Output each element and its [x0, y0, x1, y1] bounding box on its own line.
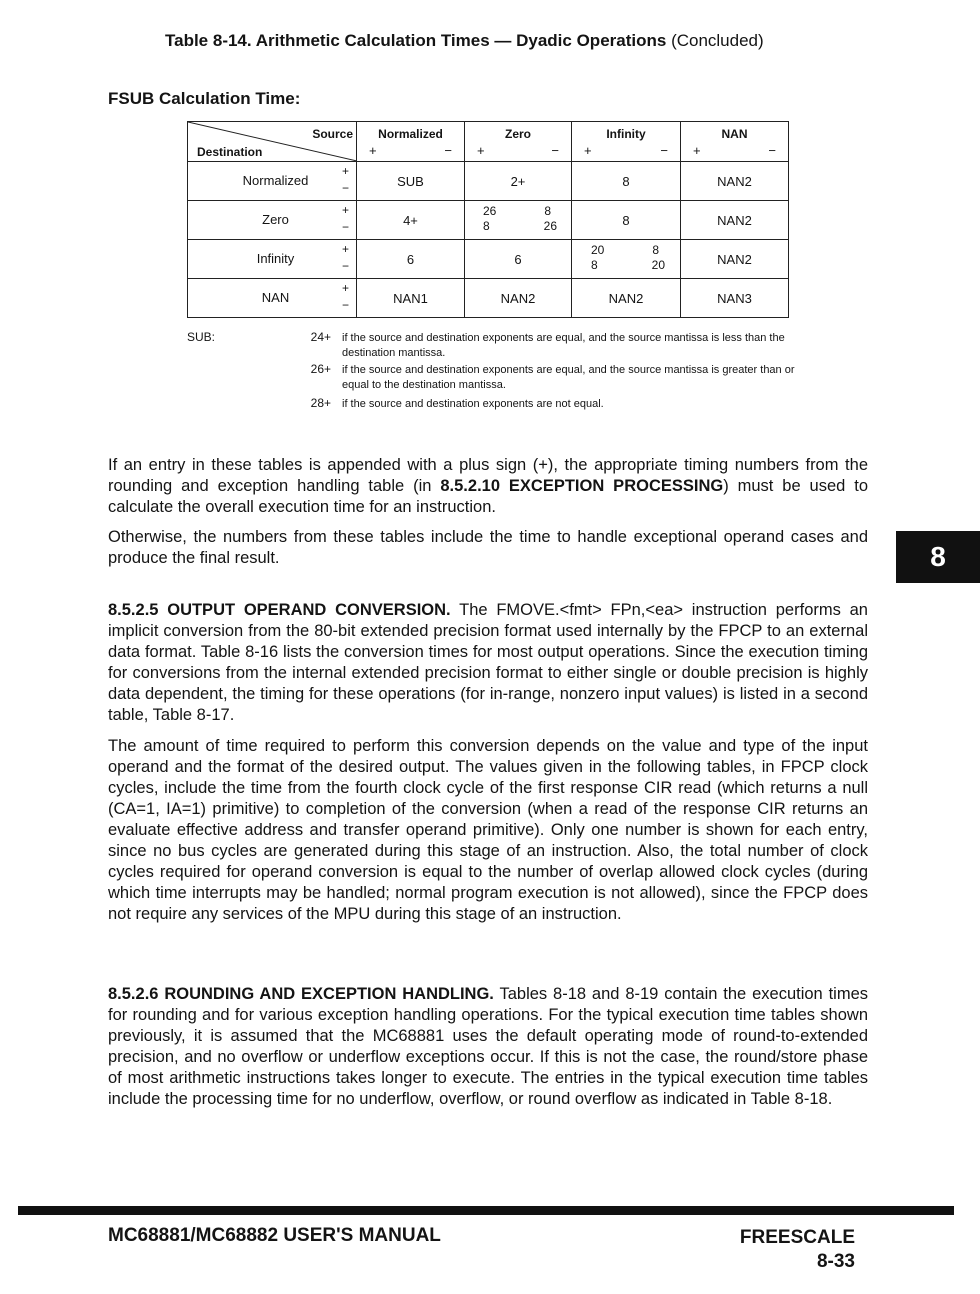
paragraph-conversion-time: The amount of time required to perform this conversion depends on the value and type of the input operand and the format of the desired output. The values given in the following tables, in FPCP clock cycles, include the time from the fourth clock cycle of the first response CIR read (which returns a null (CA=1, IA=1) primitive) to completion of the conversion (when a read of the response CIR returns an evaluate effective address and transfer operand primitive). Only one number is shown for each entry, since no bus cycles are generated during this stage of an instruction. Also, the total number of clock cycles required for operand conversion is equal to the number of overlap allowed clock cycles (during which time interrupts may be handled; normal program execution is not allowed), since the FPCP does not require any services of the MPU during this stage of an instruction. [108, 737, 868, 923]
table-cell: NAN2 [681, 162, 789, 201]
section-heading: 8.5.2.5 OUTPUT OPERAND CONVERSION. [108, 601, 451, 619]
paragraph-otherwise: Otherwise, the numbers from these tables include the time to handle exceptional operand cases and produce the final result. [108, 528, 868, 567]
column-name: Infinity [606, 126, 646, 141]
table-cell: 8 [572, 162, 681, 201]
table-cell: 8 [572, 201, 681, 240]
row-header [188, 279, 357, 318]
row-header [188, 162, 357, 201]
minus-sign: − [444, 142, 452, 158]
pair-value: 20 [591, 242, 605, 257]
cross-reference: 8.5.2.10 EXCEPTION PROCESSING [440, 477, 724, 495]
note-text: if the source and destination exponents are equal, and the source mantissa is less than the destination mantissa. [342, 332, 785, 359]
table-row-nan [188, 279, 789, 318]
table-cell: NAN3 [681, 279, 789, 318]
column-name: NAN [721, 126, 748, 141]
corner-cell [188, 122, 357, 162]
column-header-infinity [572, 122, 681, 162]
footer-right [700, 1226, 855, 1274]
table-title-suffix: (Concluded) [671, 31, 764, 50]
column-header-nan [681, 122, 789, 162]
table-cell: NAN2 [681, 201, 789, 240]
table-cell: 4+ [357, 201, 465, 240]
column-header-zero [465, 122, 572, 162]
corner-destination-label: Destination [197, 145, 263, 159]
paragraph-text: ) must be used to calculate the overall execution time for an instruction. [108, 477, 869, 516]
plus-sign: + [584, 142, 592, 158]
section-rounding-exception [108, 984, 868, 1110]
row-signs [342, 241, 349, 275]
table-cell: NAN2 [572, 279, 681, 318]
minus-sign: − [660, 142, 668, 158]
pair-value: 26 [543, 218, 557, 233]
column-name: Normalized [378, 126, 443, 141]
pair-value: 20 [651, 257, 665, 272]
minus-sign: − [551, 142, 559, 158]
fsub-timing-table [187, 121, 789, 318]
pair-value: 8 [652, 242, 659, 257]
diagonal-pair [479, 204, 557, 234]
page-number: 8-33 [816, 1251, 855, 1272]
paragraph-plus-sign [108, 455, 868, 518]
pair-value: 8 [483, 218, 490, 233]
note-text: if the source and destination exponents are equal, and the source mantissa is greater than or equal to the destination mantissa. [342, 364, 795, 391]
row-signs [342, 202, 349, 236]
table-title [165, 31, 865, 51]
column-header-normalized [357, 122, 465, 162]
table-cell: NAN2 [465, 279, 572, 318]
pair-value: 8 [591, 257, 598, 272]
plus-sign: + [693, 142, 701, 158]
table-cell-pair [572, 240, 681, 279]
paragraph-text: Tables 8-18 and 8-19 contain the execution times for rounding and for various exception handling operations. For the typical execution time tables shown previously, it is assumed that the MC68881 uses the default operating mode of round-to-extended precision, and no overflow or underflow exceptions occur. If this is not the case, the round/store phase of most arithmetic instructions takes longer to execute. The entries in the typical execution time tables include the processing time for no underflow, overflow, or round overflow as indicated in Table 8-18. [108, 985, 869, 1108]
section-heading: 8.5.2.6 ROUNDING AND EXCEPTION HANDLING. [108, 985, 494, 1003]
table-cell: 2+ [465, 162, 572, 201]
note-code: 28+ [310, 396, 331, 410]
row-header [188, 201, 357, 240]
footer-manual-title: MC68881/MC68882 USER'S MANUAL [108, 1225, 441, 1246]
minus-sign: − [341, 298, 349, 312]
diagonal-pair [587, 243, 665, 273]
plus-sign: + [341, 281, 349, 295]
row-signs [342, 163, 349, 197]
table-title-main: Table 8-14. Arithmetic Calculation Times — Dyadic Operations [165, 31, 667, 50]
plus-sign: + [369, 142, 377, 158]
section-title: FSUB Calculation Time: [108, 89, 301, 108]
pair-value: 8 [544, 203, 551, 218]
plus-sign: + [341, 203, 349, 217]
row-label: NAN [261, 290, 290, 305]
note-code: 26+ [310, 362, 331, 376]
section-output-operand-conversion [108, 600, 868, 726]
table-cell: NAN2 [681, 240, 789, 279]
paragraph-text: The FMOVE.<fmt> FPn,<ea> instruction performs an implicit conversion from the 80-bit extended precision format used internally by the FPCP to an external data format. Table 8-16 lists the conversion times for most output operations. Since the execution timing for conversions from the internal extended precision format to either single or double precision is highly data dependent, the timing for these operations (for in-range, nonzero input values) is listed in a second table, Table 8-17. [108, 601, 868, 724]
minus-sign: − [341, 220, 349, 234]
note-code: 24+ [310, 330, 331, 344]
plus-sign: + [341, 242, 349, 256]
table-row-infinity [188, 240, 789, 279]
pair-value: 26 [483, 203, 497, 218]
footer-brand: FREESCALE [739, 1227, 855, 1248]
table-row-zero [188, 201, 789, 240]
table-cell: NAN1 [357, 279, 465, 318]
row-signs [342, 280, 349, 314]
table-cell-pair [465, 201, 572, 240]
plus-sign: + [477, 142, 485, 158]
row-header [188, 240, 357, 279]
paragraph-text: If an entry in these tables is appended with a plus sign (+), the appropriate timing numbers from the rounding and exception handling table (in [108, 456, 868, 495]
footer-rule [18, 1206, 954, 1215]
table-cell: 6 [465, 240, 572, 279]
row-label: Normalized [242, 173, 309, 188]
table-cell: 6 [357, 240, 465, 279]
row-label: Infinity [256, 251, 295, 266]
corner-source-label: Source [312, 127, 353, 141]
table-header-row [188, 122, 789, 162]
chapter-tab: 8 [896, 531, 980, 583]
row-label: Zero [262, 212, 289, 227]
plus-sign: + [341, 164, 349, 178]
minus-sign: − [341, 181, 349, 195]
minus-sign: − [341, 259, 349, 273]
note-text: if the source and destination exponents are not equal. [342, 398, 604, 410]
column-name: Zero [504, 126, 531, 141]
table-row-normalized [188, 162, 789, 201]
minus-sign: − [768, 142, 776, 158]
notes-label: SUB: [187, 330, 216, 344]
table-cell: SUB [357, 162, 465, 201]
